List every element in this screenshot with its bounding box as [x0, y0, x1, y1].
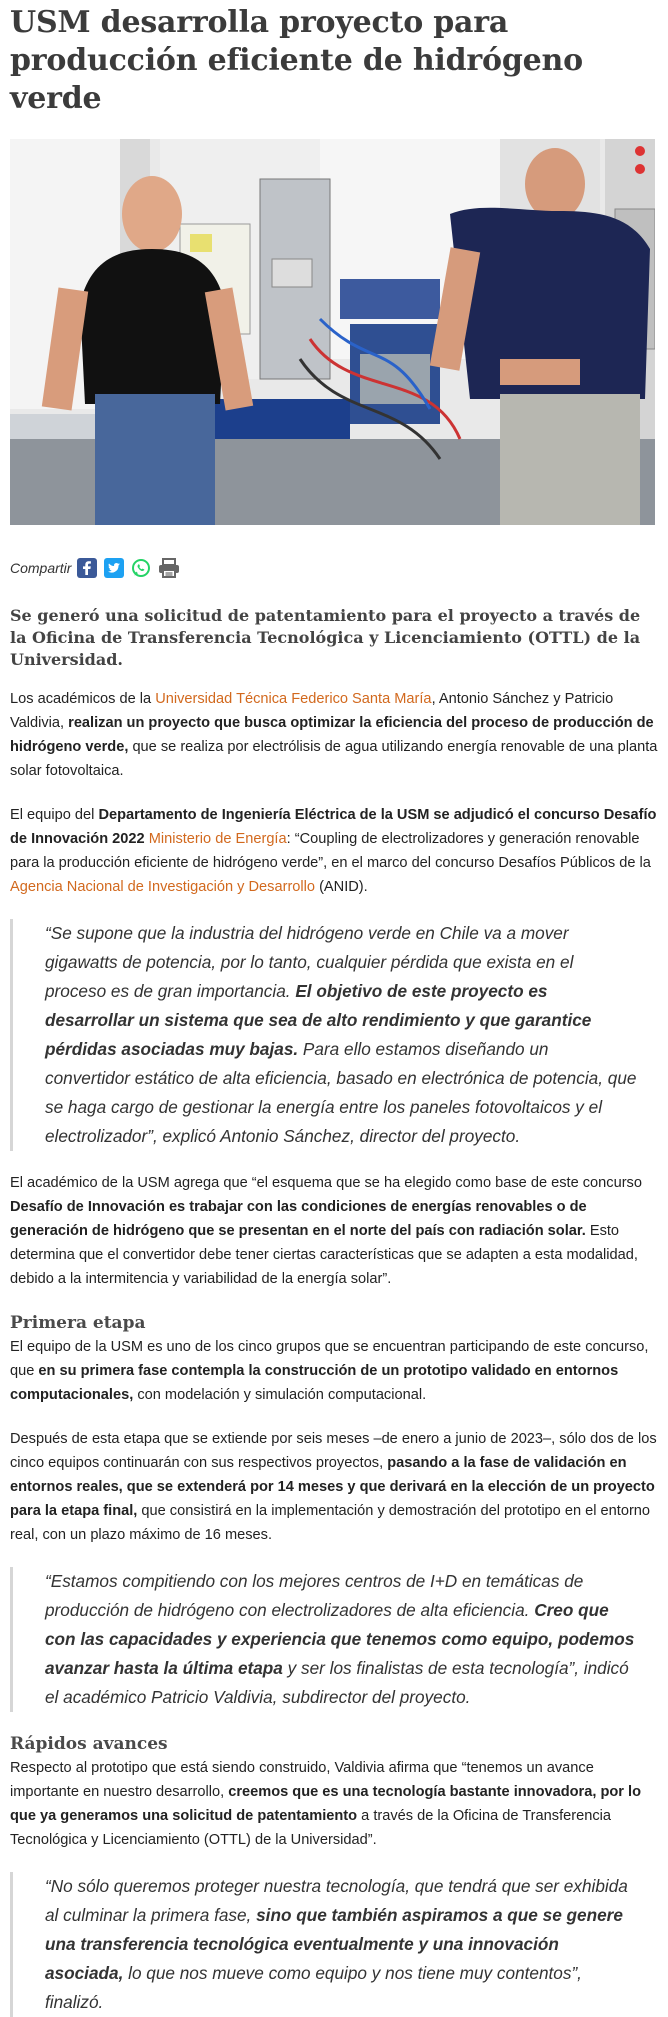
text-bold: El objetivo de este proyecto es desarrollar un sistema que sea de alto rendimiento y que garantice pérdidas asociadas muy bajas. — [45, 981, 592, 1059]
whatsapp-icon[interactable] — [131, 558, 151, 578]
text: que consistirá en la implementación y demostración del prototipo en el entorno real, con un plazo máximo de 16 meses. — [10, 1503, 651, 1543]
text: Esto determina que el convertidor debe tener ciertas características que se adapten a esta modalidad, debido a la intermitencia y variabilidad de la energía solar”. — [10, 1223, 638, 1287]
text-bold: creemos que es una tecnología bastante innovadora, por lo que ya generamos una solicitud de patentamiento — [10, 1784, 641, 1824]
text-bold: en su primera fase contempla la construcción de un prototipo validado en entornos computacionales, — [10, 1363, 619, 1403]
text: a través de la Oficina de Transferencia Tecnológica y Licenciamiento (OTTL) de la Universidad”. — [10, 1808, 611, 1848]
print-icon[interactable] — [158, 558, 178, 578]
paragraph-1 — [10, 687, 658, 783]
share-label: Compartir — [10, 560, 72, 576]
twitter-icon[interactable] — [104, 558, 124, 578]
text: Para ello estamos diseñando un convertidor estático de alta eficiencia, basado en electrónica de potencia, que se haga cargo de gestionar la energía entre los paneles fotovoltaicos y el electrolizador”, explicó Antonio Sánchez, director del proyecto. — [45, 1039, 637, 1146]
text: que se realiza por electrólisis de agua utilizando energía renovable de una planta solar fotovoltaica. — [10, 739, 658, 779]
article-lead: Se generó una solicitud de patentamiento para el proyecto a través de la Oficina de Transferencia Tecnológica y Licenciamiento (OTTL) de la Universidad. — [10, 606, 641, 669]
text: “Estamos compitiendo con los mejores centros de I+D en temáticas de producción de hidrógeno con electrolizadores de alta eficiencia. — [45, 1571, 584, 1620]
link-ministerio-energia[interactable]: Ministerio de Energía — [148, 831, 287, 847]
text-bold: pasando a la fase de validación en entornos reales, que se extenderá por 14 meses y que derivará en la elección de un proyecto para la etapa final, — [10, 1455, 655, 1519]
text-bold: Desafío de Innovación es trabajar con las condiciones de energías renovables o de generación de hidrógeno que se presentan en el norte del país con radiación solar. — [10, 1199, 587, 1239]
text: : “Coupling de electrolizadores y generación renovable para la producción eficiente de hidrógeno verde”, en el marco del concurso Desafíos Públicos de la — [10, 831, 651, 871]
link-usm[interactable]: Universidad Técnica Federico Santa María — [155, 691, 432, 707]
text: lo que nos mueve como equipo y nos tiene muy contentos”, finalizó. — [45, 1963, 582, 2012]
paragraph-2 — [10, 803, 658, 899]
text: , Antonio Sánchez y Patricio Valdivia, — [10, 691, 614, 731]
text-bold: Creo que con las capacidades y experiencia que tenemos como equipo, podemos avanzar hasta la última etapa — [45, 1600, 635, 1678]
text: Los académicos de la — [10, 691, 156, 707]
share-bar — [10, 555, 658, 581]
facebook-icon[interactable] — [77, 558, 97, 578]
section-heading-rapidos-avances: Rápidos avances — [10, 1734, 168, 1754]
link-anid[interactable]: Agencia Nacional de Investigación y Desarrollo — [10, 879, 316, 895]
hero-photo — [10, 139, 655, 525]
quote-final — [10, 1872, 658, 2017]
text: (ANID). — [315, 879, 368, 895]
section-heading-primera-etapa: Primera etapa — [10, 1313, 146, 1333]
text: El equipo de la USM es uno de los cinco grupos que se encuentran participando de este concurso, que — [10, 1339, 649, 1379]
text: “Se supone que la industria del hidrógeno verde en Chile va a mover gigawatts de potencia, por lo tanto, cualquier pérdida que exista en el proceso es de gran importancia. — [45, 923, 574, 1001]
text: y ser los finalistas de esta tecnología”, indicó el académico Patricio Valdivia, subdirector del proyecto. — [45, 1658, 629, 1707]
paragraph-5 — [10, 1427, 658, 1547]
text-bold: sino que también aspiramos a que se genere una transferencia tecnológica eventualmente y una innovación asociada, — [45, 1905, 623, 1983]
paragraph-3 — [10, 1171, 658, 1291]
article-title: USM desarrolla proyecto para producción eficiente de hidrógeno verde — [10, 5, 583, 116]
quote-sanchez — [10, 919, 658, 1151]
text: “No sólo queremos proteger nuestra tecnología, que tendrá que ser exhibida al culminar la primera fase, — [45, 1876, 628, 1925]
text: El equipo del — [10, 807, 99, 823]
text: Respecto al prototipo que está siendo construido, Valdivia afirma que “tenemos un avance importante en nuestro desarrollo, — [10, 1760, 594, 1800]
text: Después de esta etapa que se extiende por seis meses –de enero a junio de 2023–, sólo dos de los cinco equipos continuarán con sus respectivos proyectos, — [10, 1431, 657, 1471]
paragraph-6 — [10, 1756, 658, 1852]
text: con modelación y simulación computacional. — [133, 1387, 427, 1403]
paragraph-4 — [10, 1335, 658, 1407]
quote-valdivia — [10, 1567, 658, 1712]
text: El académico de la USM agrega que “el esquema que se ha elegido como base de este concurso — [10, 1175, 642, 1191]
text-bold: Departamento de Ingeniería Eléctrica de la USM se adjudicó el concurso Desafío de Innovación 2022 — [10, 807, 657, 847]
text-bold: realizan un proyecto que busca optimizar la eficiencia del proceso de producción de hidrógeno verde, — [10, 715, 654, 755]
